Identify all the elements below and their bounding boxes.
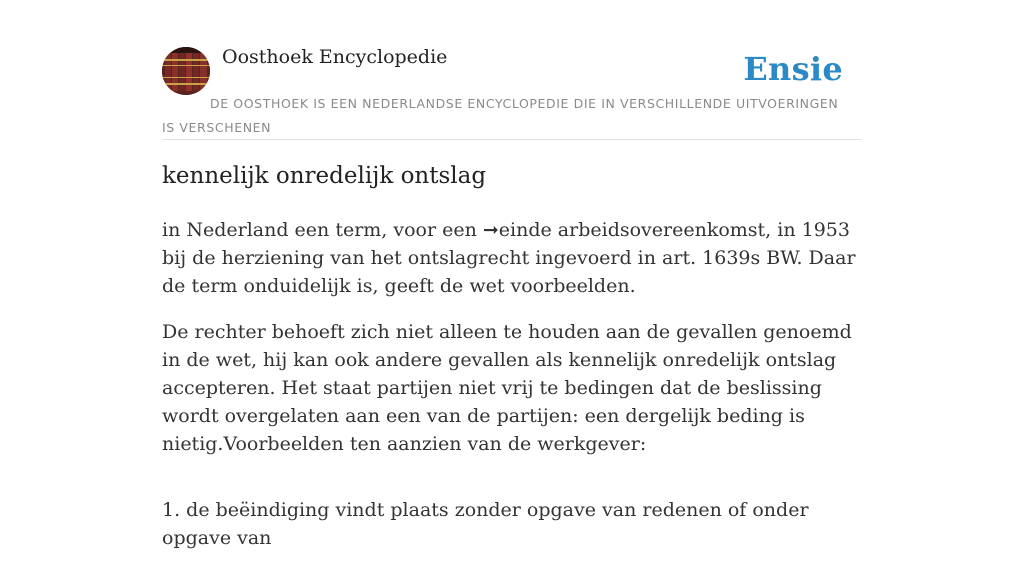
- brand-logo[interactable]: Ensie: [743, 50, 843, 88]
- paragraph: in Nederland een term, voor een ➞einde arbeidsovereenkomst, in 1953 bij de herziening van het ontslagrecht ingevoerd in art. 1639s BW. Daar de term onduidelijk is, geeft de wet voorbeelden.: [162, 219, 856, 297]
- list-item: 1. de beëindiging vindt plaats zonder opgave van redenen of onder opgave van: [162, 499, 809, 549]
- article-body: [162, 216, 862, 570]
- site-name[interactable]: Oosthoek Encyclopedie: [222, 46, 448, 68]
- encyclopedia-books-icon: [162, 47, 210, 95]
- article-title: kennelijk onredelijk ontslag: [162, 163, 487, 189]
- site-description: DE OOSTHOEK IS EEN NEDERLANDSE ENCYCLOPEDIE DIE IN VERSCHILLENDE UITVOERINGEN IS VERSCHENEN: [162, 96, 839, 135]
- avatar[interactable]: [162, 47, 210, 95]
- paragraph: De rechter behoeft zich niet alleen te houden aan de gevallen genoemd in de wet, hij kan ook andere gevallen als kennelijk onredelijk ontslag accepteren. Het staat partijen niet vrij te bedingen dat de beslissing wordt overgelaten aan een van de partijen: een dergelijk beding is nietig.Voorbeelden ten aanzien van de werkgever:: [162, 321, 852, 455]
- header-divider: [162, 139, 862, 140]
